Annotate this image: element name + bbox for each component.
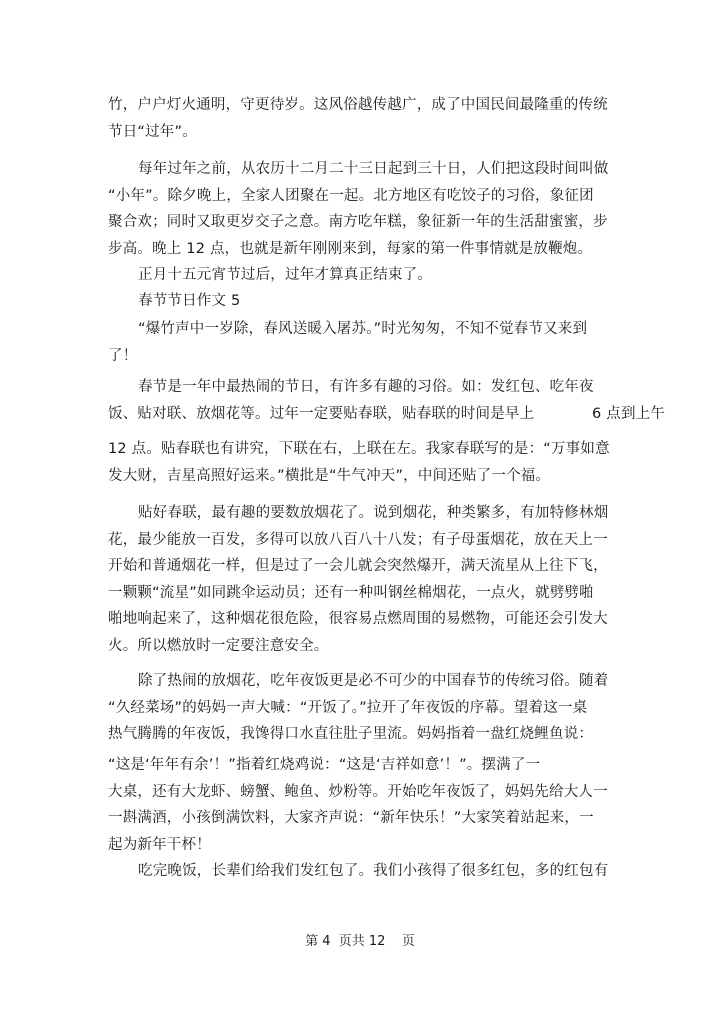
text-line: 一斟满酒，小孩倒满饮料，大家齐声说：“新年快乐！”大家笑着站起来，一 — [108, 810, 594, 826]
text-line: 除了热闹的放烟花，吃年夜饭更是必不可少的中国春节的传统习俗。随着 — [138, 673, 609, 689]
paragraph-2 — [108, 156, 609, 262]
text-line: 啪地响起来了，这种烟花很危险，很容易点燃周围的易燃物，可能还会引发大 — [108, 611, 608, 627]
text-line: 开始和普通烟花一样，但是过了一会儿就会突然爆开，满天流星从上往下飞， — [108, 558, 608, 574]
page-footer — [0, 930, 720, 949]
text-line: 饭、贴对联、放烟花等。过年一定要贴春联，贴春联的时间是早上 6 点到上午 — [108, 405, 666, 422]
text-line: 聚合欢；同时又取更岁交子之意。南方吃年糕，象征新一年的生活甜蜜蜜，步 — [108, 214, 608, 230]
text-line: “小年”。除夕晚上，全家人团聚在一起。北方地区有吃饺子的习俗，象征团 — [108, 187, 594, 204]
text-line: 竹，户户灯火通明，守更待岁。这风俗越传越广，成了中国民间最隆重的传统 — [108, 97, 608, 113]
paragraph-1 — [108, 92, 608, 145]
text-line: 节日“过年”。 — [108, 123, 197, 140]
text-line: 一颗颗“流星”如同跳伞运动员；还有一种叫钢丝棉烟花，一点火，就劈劈啪 — [108, 584, 594, 601]
paragraph-5 — [108, 316, 588, 369]
text-line: 春节节日作文 5 — [138, 293, 241, 309]
paragraph-8 — [108, 500, 609, 659]
paragraph-11 — [108, 858, 609, 885]
text-line: 吃完晚饭，长辈们给我们发红包了。我们小孩得了很多红包，多的红包有 — [138, 863, 609, 879]
text-line: 正月十五元宵节过后，过年才算真正结束了。 — [138, 267, 432, 283]
text-line: 大桌，还有大龙虾、螃蟹、鲍鱼、炒粉等。开始吃年夜饭了，妈妈先给大人一 — [108, 783, 608, 800]
text-line: 步高。晚上 12 点，也就是新年刚刚来到，每家的第一件事情就是放鞭炮。 — [108, 240, 593, 257]
text-line: 每年过年之前，从农历十二月二十三日起到三十日，人们把这段时间叫做 — [138, 161, 609, 177]
text-line: 花，最少能放一百发，多得可以放八百八十八发；有子母蛋烟花，放在天上一 — [108, 531, 608, 548]
text-line: 热气腾腾的年夜饭，我馋得口水直往肚子里流。妈妈指着一盘红烧鲤鱼说： — [108, 726, 594, 742]
page-number: 第 4 页共 12 页 — [305, 934, 415, 949]
text-line: 贴好春联，最有趣的要数放烟花了。说到烟花，种类繁多，有加特修林烟 — [138, 505, 609, 521]
text-line: “爆竹声中一岁除，春风送暖入屠苏。”时光匆匆，不知不觉春节又来到 — [138, 321, 588, 337]
section-heading — [108, 288, 578, 315]
text-line: 春节是一年中最热闹的节日，有许多有趣的习俗。如：发红包、吃年夜 — [138, 379, 594, 395]
text-line: 12 点。贴春联也有讲究，下联在右，上联在左。我家春联写的是：“万事如意 — [108, 441, 610, 457]
paragraph-10 — [108, 752, 608, 858]
paragraph-7 — [108, 436, 610, 489]
paragraph-3 — [108, 262, 578, 289]
text-line: 起为新年干杯！ — [108, 836, 211, 853]
text-line: “久经菜场”的妈妈一声大喊：“开饭了。”拉开了年夜饭的序幕。望着这一桌 — [108, 699, 588, 716]
paragraph-9 — [108, 668, 609, 748]
text-line: 了！ — [108, 347, 138, 364]
text-line: 火。所以燃放时一定要注意安全。 — [108, 637, 329, 654]
text-line: “这是‘年年有余’！”指着红烧鸡说：“这是‘吉祥如意’！”。摆满了一 — [108, 757, 541, 773]
text-line: 发大财，吉星高照好运来。”横批是“牛气冲天”，中间还贴了一个福。 — [108, 467, 551, 484]
paragraph-6 — [108, 374, 666, 427]
